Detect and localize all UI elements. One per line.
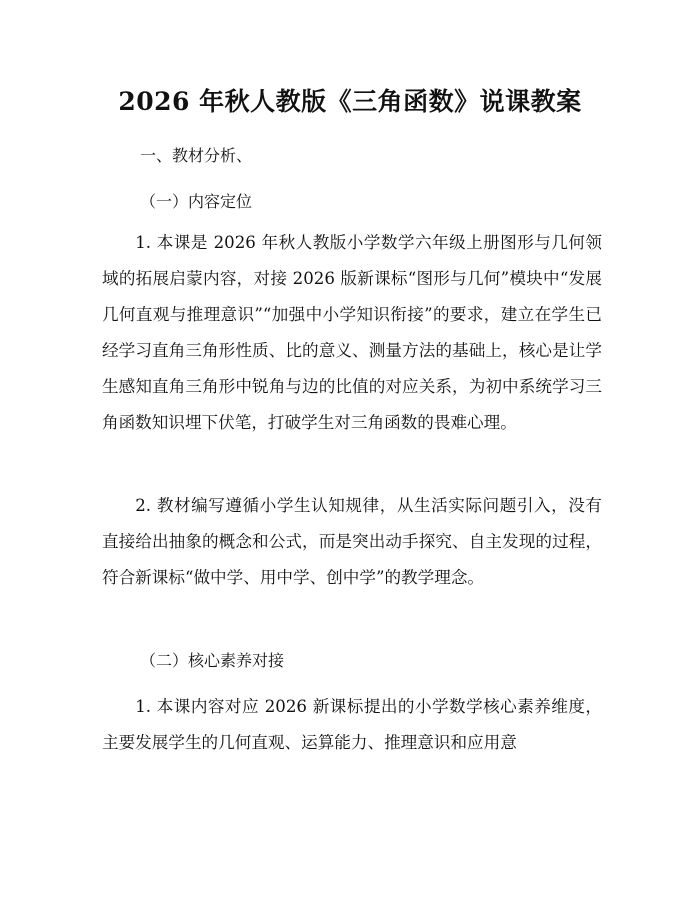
- paragraph-1: 1. 本课是 2026 年秋人教版小学数学六年级上册图形与几何领域的拓展启蒙内容，对接 2026 版新课标“图形与几何”模块中“发展几何直观与推理意识”“加强中小学知识衔接”的要求，建立在学生已经学习直角三角形性质、比的意义、测量方法的基础上，核心是让学生感知直角三角形中锐角与边的比值的对应关系，为初中系统学习三角函数知识埋下伏笔，打破学生对三角函数的畏难心理。: [102, 233, 602, 432]
- paragraph-3: 1. 本课内容对应 2026 新课标提出的小学数学核心素养维度，主要发展学生的几何直观、运算能力、推理意识和应用意: [102, 697, 602, 752]
- document-title: 2026 年秋人教版《三角函数》说课教案: [118, 87, 582, 116]
- subsection-heading-content-positioning: （一）内容定位: [140, 192, 253, 211]
- subsection-heading-core-literacy: （二）核心素养对接: [140, 651, 285, 670]
- section-heading-materials-analysis: 一、教材分析、: [140, 146, 253, 165]
- paragraph-2: 2. 教材编写遵循小学生认知规律，从生活实际问题引入，没有直接给出抽象的概念和公式，而是突出动手探究、自主发现的过程，符合新课标“做中学、用中学、创中学”的教学理念。: [102, 496, 602, 587]
